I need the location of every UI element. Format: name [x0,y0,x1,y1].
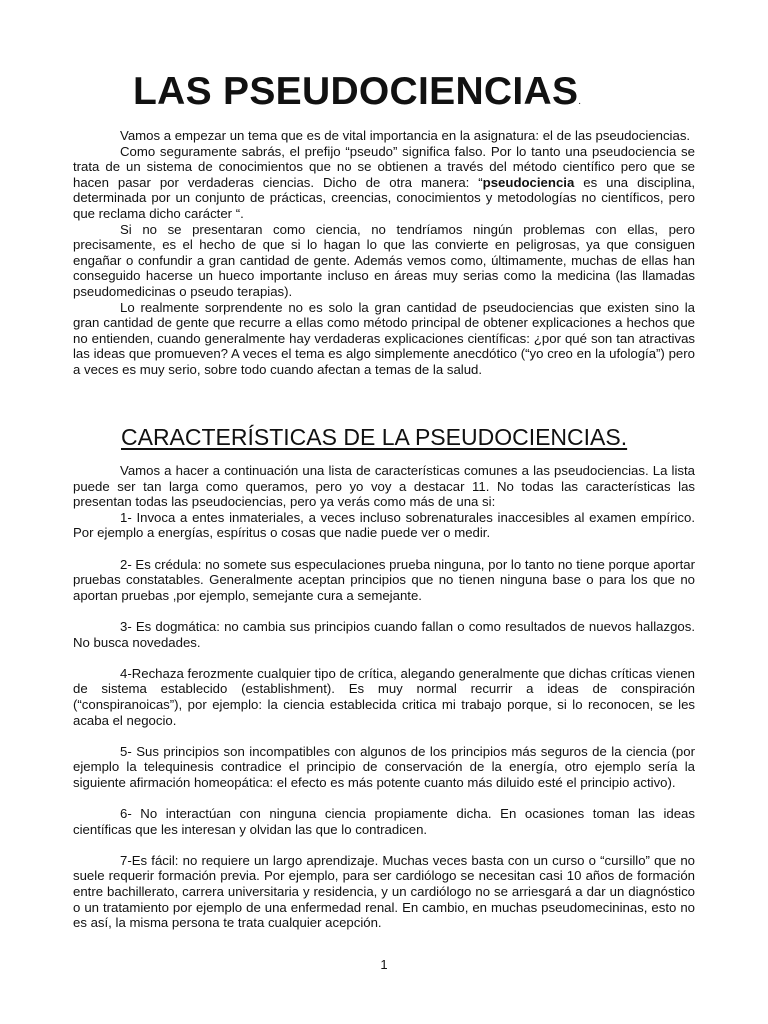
characteristic-item-5: 5- Sus principios son incompatibles con algunos de los principios más seguros de la ciencia (por ejemplo la telequinesis contradice el principio de conservación de la energía, otro ejemplo sería la siguiente afirmación homeopática: el efecto es más potente cuanto más diluido esté el principio activo). [73,743,695,790]
intro-paragraph-2-text-a: Como seguramente sabrás, el prefijo “pseudo” significa falso. Por lo tanto una pseudociencia se trata de un sistema de conocimientos que no se obtienen a través del método científico pero que se hacen pasar por verdaderas ciencias. Dicho de otra manera: “ [73,143,695,190]
characteristic-item-2: 2- Es crédula: no somete sus especulaciones prueba ninguna, por lo tanto no tiene porque aportar pruebas constatables. Generalmente aceptan principios que no tienen ninguna base o para los que no aportan pruebas ,por ejemplo, semejante cura a semejante. [73,556,695,603]
characteristic-item-7: 7-Es fácil: no requiere un largo aprendizaje. Muchas veces basta con un curso o “cursillo” que no suele requerir formación previa. Por ejemplo, para ser cardiólogo se necesitan casi 10 años de formación entre bachillerato, carrera universitaria y residencia, y un cardiólogo no se arriesgará a dar un diagnóstico o un tratamiento por ejemplo de una enfermedad renal. En cambio, en muchas pseudomecininas, esto no es así, la misma persona te trata cualquier acepción. [73,852,695,931]
intro-paragraph-1: Vamos a empezar un tema que es de vital importancia en la asignatura: el de las pseudociencias. [120,128,691,143]
characteristic-item-4: 4-Rechaza ferozmente cualquier tipo de crítica, alegando generalmente que dichas críticas vienen de sistema establecido (establishment). Es muy normal recurrir a ideas de conspiración (“conspiranoicas”), por ejemplo: la ciencia establecida critica mi trabajo porque, si lo reconocen, se les acaba el negocio. [73,665,695,728]
intro-paragraph-3: Si no se presentaran como ciencia, no tendríamos ningún problemas con ellas, pero precisamente, es el hecho de que si lo hagan lo que las convierte en peligrosas, ya que consiguen engañar o confundir a gran cantidad de gente. Además vemos como, últimamente, muchas de ellas han conseguido hacerse un hueco importante incluso en áreas muy serias como la medicina (las llamadas pseudomedicinas o pseudo terapias). [73,221,695,299]
intro-section [73,128,695,378]
characteristic-item-6: 6- No interactúan con ninguna ciencia propiamente dicha. En ocasiones toman las ideas científicas que les interesan y olvidan las que lo contradicen. [73,806,695,837]
intro-paragraph-2-text-b: es una disciplina, determinada por un conjunto de prácticas, creencias, conocimientos y metodologías no científicos, pero que reclama dicho carácter “. [73,174,695,221]
characteristic-item-1: 1- Invoca a entes inmateriales, a veces incluso sobrenaturales inaccesibles al examen empírico. Por ejemplo a energías, espíritus o cosas que nadie puede ver o medir. [73,509,695,541]
pseudociencia-term: pseudociencia [482,174,575,190]
characteristics-section [73,463,695,931]
page-number: 1 [380,957,388,972]
page-title-dot: . [578,96,582,107]
section-intro-paragraph: Vamos a hacer a continuación una lista de características comunes a las pseudociencias. La lista puede ser tan larga como queramos, pero yo voy a destacar 11. No todas las características las presentan todas las pseudociencias, pero ya verás como más de una si: [73,463,695,510]
page-title [133,72,581,111]
intro-paragraph-2 [73,144,695,222]
page-title-text: LAS PSEUDOCIENCIAS [133,70,579,113]
intro-paragraph-4: Lo realmente sorprendente no es solo la gran cantidad de pseudociencias que existen sino la gran cantidad de gente que recurre a ellas como método principal de obtener explicaciones a hechos que no entienden, cuando generalmente hay verdaderas explicaciones científicas: ¿por qué son tan atractivas las ideas que promueven? A veces el tema es algo simplemente anecdótico (“yo creo en la ufología”) pero a veces es muy serio, sobre todo cuando afectan a temas de la salud. [73,299,695,377]
characteristic-item-3: 3- Es dogmática: no cambia sus principios cuando fallan o como resultados de nuevos hallazgos. No busca novedades. [73,618,695,650]
section-heading: CARACTERÍSTICAS DE LA PSEUDOCIENCIAS. [121,424,628,450]
